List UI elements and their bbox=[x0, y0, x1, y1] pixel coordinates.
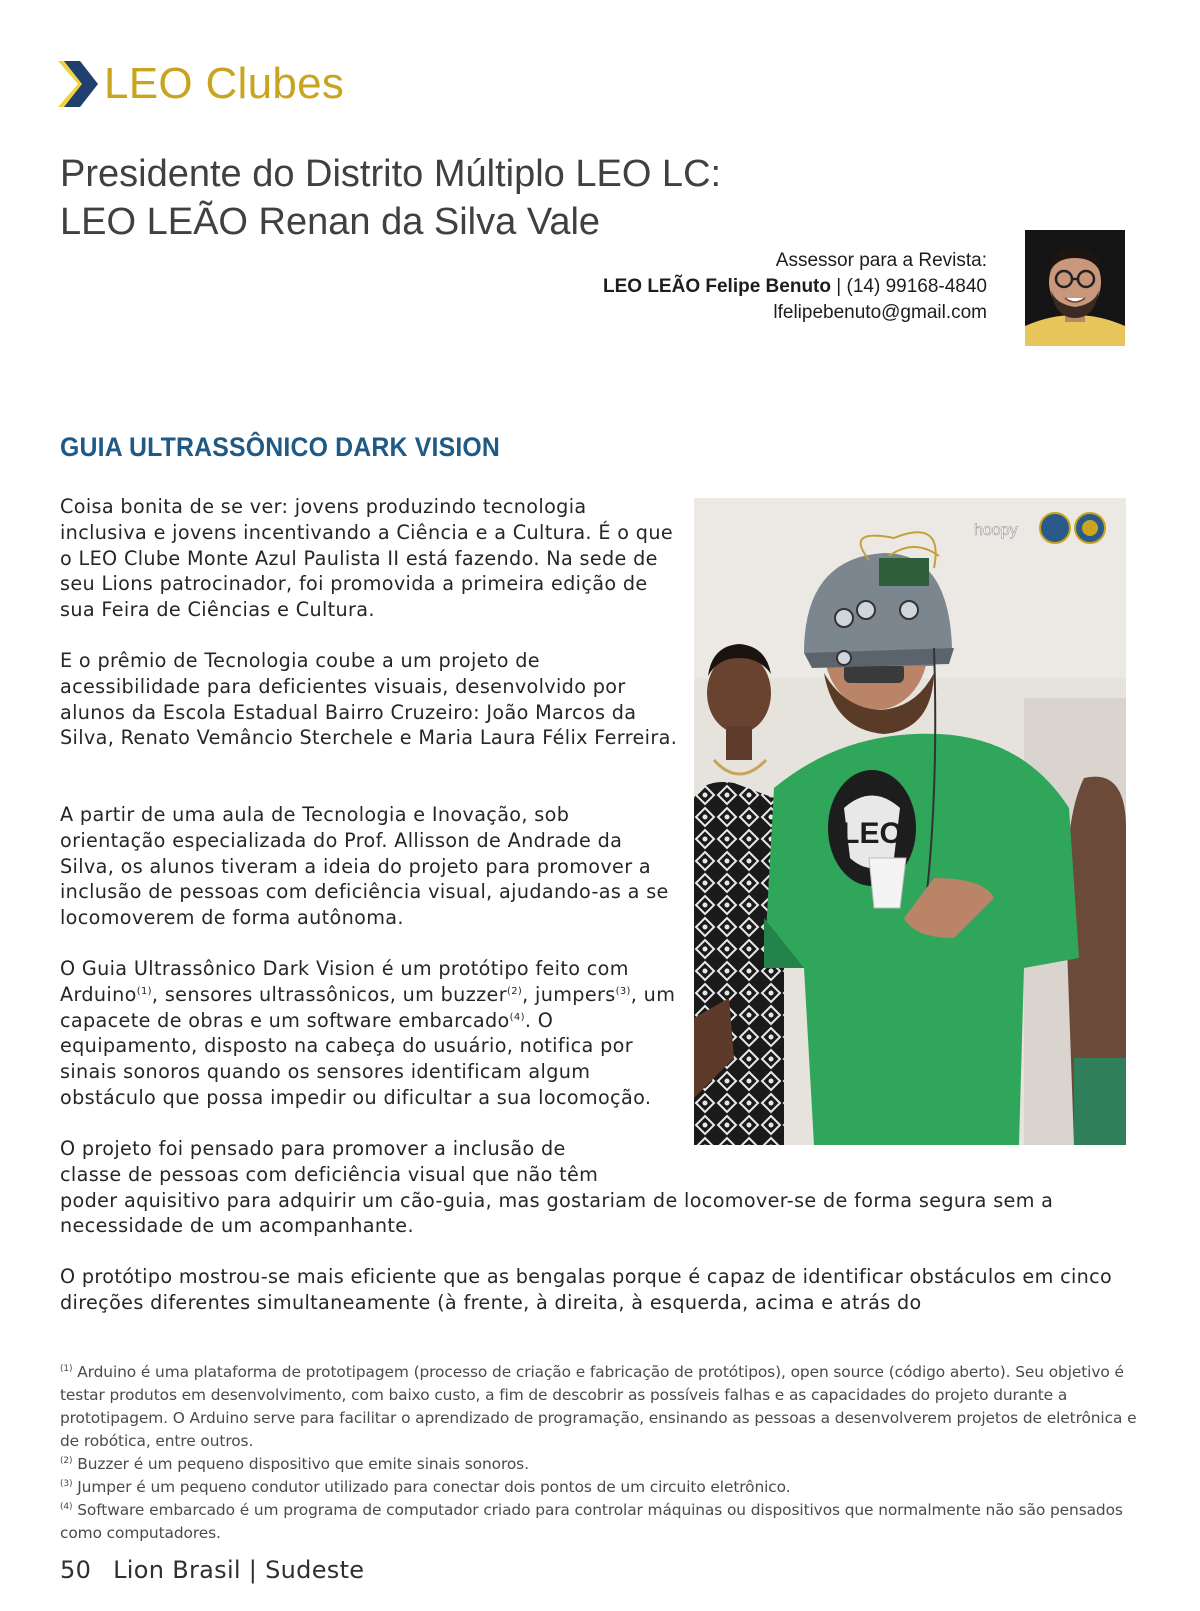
article-paragraph-1: Coisa bonita de se ver: jovens produzindo tecnologia inclusiva e jovens incentivando a Ciência e a Cultura. É o que o LEO Clube Monte Azul Paulista II está fazendo. Na sede de seu Lions patrocinador, foi promovida a primeira edição de sua Feira de Ciências e Cultura. bbox=[60, 495, 673, 622]
page-headline bbox=[60, 150, 721, 246]
article-paragraph-2: E o prêmio de Tecnologia coube a um projeto de acessibilidade para deficientes visuais, desenvolvido por alunos da Escola Estadual Bairro Cruzeiro: João Marcos da Silva, Renato Vemâncio Sterchele e Maria Laura Félix Ferreira. bbox=[60, 649, 678, 750]
footnote-ref-3: (3) bbox=[615, 985, 631, 997]
footnote-ref-4: (4) bbox=[509, 1011, 525, 1023]
headline-line-2: LEO LEÃO Renan da Silva Vale bbox=[60, 201, 601, 243]
footnotes bbox=[60, 1361, 1140, 1545]
chevron-logo-icon bbox=[58, 61, 98, 107]
section-title: LEO Clubes bbox=[104, 59, 345, 108]
publication-name: Lion Brasil | Sudeste bbox=[113, 1556, 365, 1584]
advisor-contact-line bbox=[603, 274, 987, 300]
article-paragraph-6: O protótipo mostrou-se mais eficiente que as bengalas porque é capaz de identificar obstáculos em cinco direções diferentes simultaneamente (à frente, à direita, à esquerda, acima e atrás do bbox=[60, 1265, 1113, 1314]
advisor-phone: (14) 99168-4840 bbox=[846, 276, 987, 297]
article-paragraph-4: O Guia Ultrassônico Dark Vision é um protótipo feito com Arduino$^{(1)}$, sensores ultrassônicos, um buzzer$^{(2)}$, jumpers$^{(3)}$, um capacete de obras e um software embarcado$^{(4)}$. O equipamento, disposto na cabeça do usuário, notifica por sinais sonoros quando os sensores identificam algum obstáculo que possa impedir ou dificultar a sua locomoção. bbox=[60, 957, 676, 1109]
shirt-print-text: LEO bbox=[841, 817, 903, 850]
page-number: 50 bbox=[60, 1556, 92, 1584]
photo-watermark-logo: hoopy bbox=[974, 522, 1018, 539]
page-footer bbox=[60, 1556, 364, 1584]
footnote-ref-2: (2) bbox=[506, 985, 523, 997]
footnote-2: $^{(2)}$ Buzzer é um pequeno dispositivo que emite sinais sonoros. bbox=[60, 1455, 529, 1473]
section-header bbox=[58, 58, 344, 110]
headline-line-1: Presidente do Distrito Múltiplo LEO LC: bbox=[60, 153, 722, 195]
article-paragraph-3: A partir de uma aula de Tecnologia e Inovação, sob orientação especializada do Prof. Allisson de Andrade da Silva, os alunos tiveram a ideia do projeto para promover a inclusão de pessoas com deficiência visual, ajudando-as a se locomoverem de forma autônoma. bbox=[60, 803, 669, 930]
footnote-4: $^{(4)}$ Software embarcado é um programa de computador criado para controlar máquinas ou dispositivos que normalmente não são pensados como computadores. bbox=[60, 1501, 1123, 1542]
leo-emblem-icon bbox=[1040, 513, 1070, 543]
advisor-separator: | bbox=[831, 276, 847, 297]
footnote-1: $^{(1)}$ Arduino é uma plataforma de prototipagem (processo de criação e fabricação de protótipos), open source (código aberto). Seu objetivo é testar produtos em desenvolvimento, com baixo custo, a fim de descobrir as possíveis falhas e as capacidades do projeto durante a prototipagem. O Arduino serve para facilitar o aprendizado de programação, ensinando as pessoas a desenvolverem projetos de eletrônica e de robótica, entre outros. bbox=[60, 1363, 1137, 1450]
advisor-email[interactable]: lfelipebenuto@gmail.com bbox=[773, 302, 987, 323]
footnote-3: $^{(3)}$ Jumper é um pequeno condutor utilizado para conectar dois pontos de um circuito eletrônico. bbox=[60, 1478, 791, 1496]
advisor-block bbox=[603, 248, 987, 326]
advisor-name: LEO LEÃO Felipe Benuto bbox=[602, 276, 831, 297]
article-title: GUIA ULTRASSÔNICO DARK VISION bbox=[60, 432, 501, 462]
advisor-portrait bbox=[1025, 230, 1125, 346]
article-paragraph-5: O projeto foi pensado para promover a inclusão de classe de pessoas com deficiência visual que não têm poder aquisitivo para adquirir um cão-guia, mas gostariam de locomover-se de forma segura sem a necessidade de um acompanhante. bbox=[60, 1137, 1054, 1238]
advisor-label: Assessor para a Revista: bbox=[775, 250, 987, 271]
article-photo bbox=[694, 498, 1126, 1145]
footnote-ref-1: (1) bbox=[136, 985, 152, 997]
